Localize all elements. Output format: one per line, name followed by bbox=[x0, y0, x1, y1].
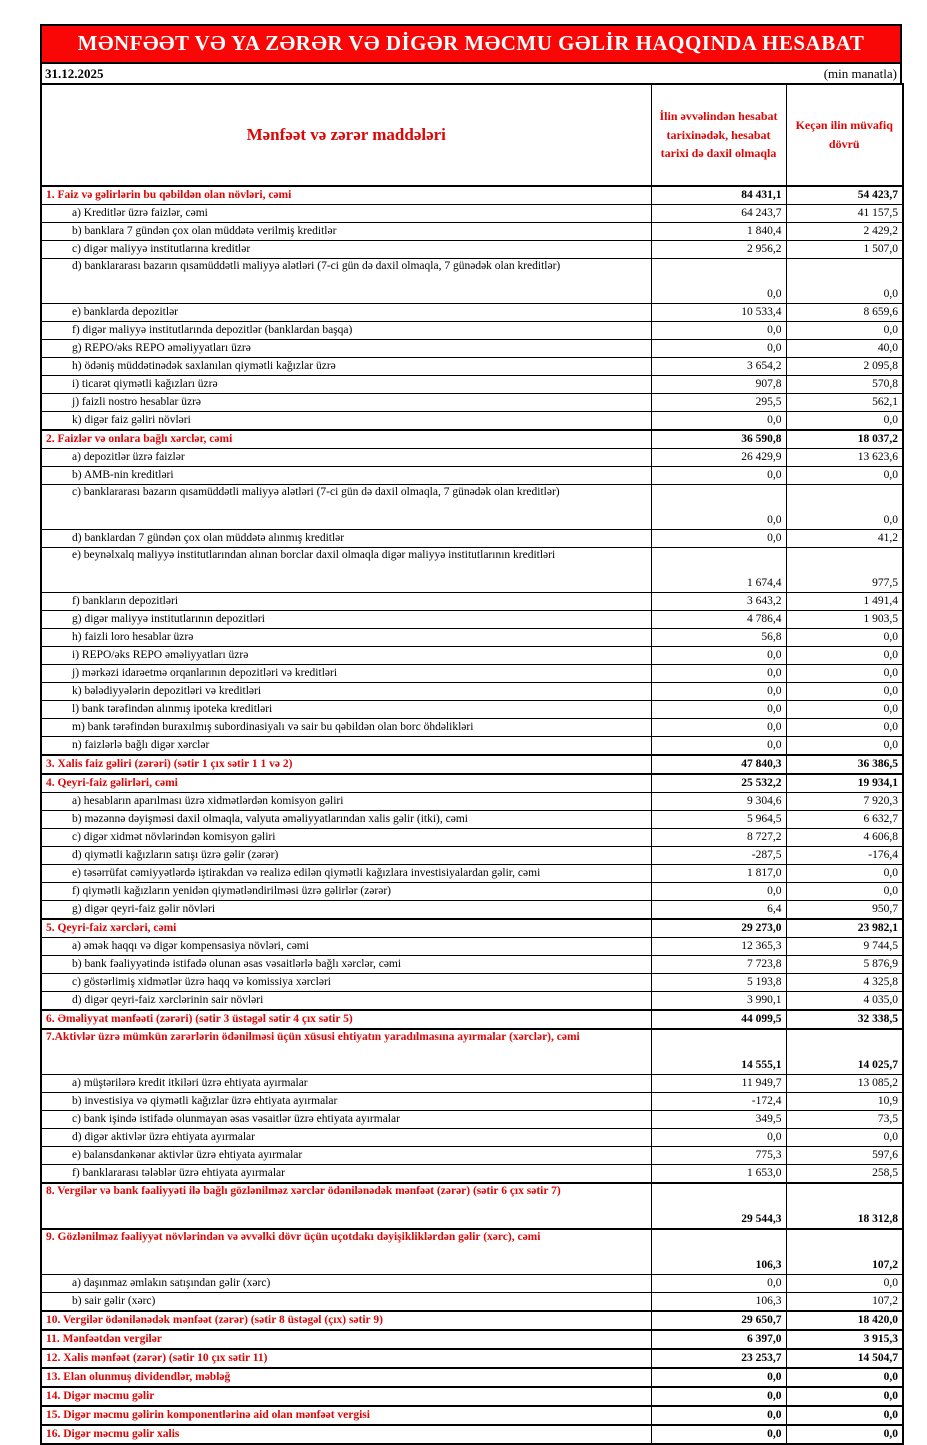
table-row bbox=[41, 665, 903, 683]
value-previous-period: 9 744,5 bbox=[786, 938, 903, 956]
row-label: i) REPO/əks REPO əməliyyatları üzrə bbox=[41, 647, 651, 665]
row-label: f) digər maliyyə institutlarında depozitlər (banklardan başqa) bbox=[41, 322, 651, 340]
table-row bbox=[41, 259, 903, 304]
value-current-period: 0,0 bbox=[651, 1275, 786, 1293]
row-label: g) digər qeyri-faiz gəlir növləri bbox=[41, 901, 651, 920]
value-current-period: 0,0 bbox=[651, 683, 786, 701]
value-previous-period: 2 429,2 bbox=[786, 223, 903, 241]
value-previous-period: 570,8 bbox=[786, 376, 903, 394]
report-title: MƏNFƏƏT VƏ YA ZƏRƏR VƏ DİGƏR MƏCMU GƏLİR HAQQINDA HESABAT bbox=[77, 31, 865, 55]
report-table-body bbox=[41, 186, 903, 1444]
value-previous-period: 14 504,7 bbox=[786, 1349, 903, 1368]
column-header-previous-period: Keçən ilin müvafiq dövrü bbox=[786, 84, 903, 186]
value-current-period: 0,0 bbox=[651, 1368, 786, 1387]
table-row bbox=[41, 1406, 903, 1425]
table-row bbox=[41, 1387, 903, 1406]
report-page bbox=[40, 24, 902, 1445]
value-current-period: 106,3 bbox=[651, 1229, 786, 1275]
row-label: j) mərkəzi idarəetmə orqanlarının depozitləri və kreditləri bbox=[41, 665, 651, 683]
table-row bbox=[41, 956, 903, 974]
row-label: 14. Digər məcmu gəlir bbox=[41, 1387, 651, 1406]
value-previous-period: 2 095,8 bbox=[786, 358, 903, 376]
row-label: d) digər aktivlər üzrə ehtiyata ayırmalar bbox=[41, 1129, 651, 1147]
value-current-period: 26 429,9 bbox=[651, 449, 786, 467]
table-row bbox=[41, 223, 903, 241]
value-current-period: 3 990,1 bbox=[651, 992, 786, 1011]
row-label: e) banklarda depozitlər bbox=[41, 304, 651, 322]
value-previous-period: 0,0 bbox=[786, 412, 903, 431]
table-row bbox=[41, 322, 903, 340]
value-previous-period: 7 920,3 bbox=[786, 793, 903, 811]
value-previous-period: 4 035,0 bbox=[786, 992, 903, 1011]
value-previous-period: 14 025,7 bbox=[786, 1029, 903, 1075]
value-current-period: 0,0 bbox=[651, 340, 786, 358]
table-row bbox=[41, 1010, 903, 1029]
row-label: c) digər maliyyə institutlarına kreditlər bbox=[41, 241, 651, 259]
value-current-period: 84 431,1 bbox=[651, 186, 786, 205]
row-label: f) banklararası tələblər üzrə ehtiyata ayırmalar bbox=[41, 1165, 651, 1184]
value-current-period: 10 533,4 bbox=[651, 304, 786, 322]
table-row bbox=[41, 1311, 903, 1330]
table-row bbox=[41, 737, 903, 756]
value-previous-period: -176,4 bbox=[786, 847, 903, 865]
value-previous-period: 0,0 bbox=[786, 665, 903, 683]
value-current-period: -287,5 bbox=[651, 847, 786, 865]
row-label: 2. Faizlər və onlara bağlı xərclər, cəmi bbox=[41, 430, 651, 449]
column-header-current-period: İlin əvvəlindən hesabat tarixinədək, hesabat tarixi də daxil olmaqla bbox=[651, 84, 786, 186]
value-previous-period: 0,0 bbox=[786, 1425, 903, 1444]
value-previous-period: 41 157,5 bbox=[786, 205, 903, 223]
value-previous-period: 0,0 bbox=[786, 467, 903, 485]
row-label: 5. Qeyri-faiz xərcləri, cəmi bbox=[41, 919, 651, 938]
table-row bbox=[41, 829, 903, 847]
row-label: c) digər xidmət növlərindən komisyon gəliri bbox=[41, 829, 651, 847]
value-current-period: 907,8 bbox=[651, 376, 786, 394]
row-label: 6. Əməliyyat mənfəəti (zərəri) (sətir 3 üstəgəl sətir 4 çıx sətir 5) bbox=[41, 1010, 651, 1029]
unit-note: (min manatla) bbox=[823, 66, 897, 81]
value-current-period: 5 193,8 bbox=[651, 974, 786, 992]
row-label: 15. Digər məcmu gəlirin komponentlərinə aid olan mənfəət vergisi bbox=[41, 1406, 651, 1425]
value-current-period: 295,5 bbox=[651, 394, 786, 412]
table-row bbox=[41, 467, 903, 485]
value-current-period: 9 304,6 bbox=[651, 793, 786, 811]
value-previous-period: 41,2 bbox=[786, 530, 903, 548]
table-row bbox=[41, 919, 903, 938]
row-label: b) sair gəlir (xərc) bbox=[41, 1293, 651, 1312]
value-current-period: 6,4 bbox=[651, 901, 786, 920]
value-previous-period: 19 934,1 bbox=[786, 774, 903, 793]
table-row bbox=[41, 1147, 903, 1165]
meta-row bbox=[40, 64, 902, 83]
profit-loss-table bbox=[40, 83, 904, 1445]
table-row bbox=[41, 755, 903, 774]
table-row bbox=[41, 901, 903, 920]
report-date: 31.12.2025 bbox=[45, 66, 104, 81]
value-current-period: 775,3 bbox=[651, 1147, 786, 1165]
value-current-period: 3 654,2 bbox=[651, 358, 786, 376]
row-label: h) faizli loro hesablar üzrə bbox=[41, 629, 651, 647]
row-label: g) digər maliyyə institutlarının depozitləri bbox=[41, 611, 651, 629]
value-previous-period: 0,0 bbox=[786, 883, 903, 901]
row-label: a) Kreditlər üzrə faizlər, cəmi bbox=[41, 205, 651, 223]
value-previous-period: 0,0 bbox=[786, 1387, 903, 1406]
table-row bbox=[41, 449, 903, 467]
table-row bbox=[41, 412, 903, 431]
value-current-period: 0,0 bbox=[651, 1387, 786, 1406]
value-current-period: 0,0 bbox=[651, 719, 786, 737]
table-row bbox=[41, 358, 903, 376]
row-label: e) balansdankənar aktivlər üzrə ehtiyata ayırmalar bbox=[41, 1147, 651, 1165]
row-label: h) ödəniş müddətinədək saxlanılan qiymətli kağızlar üzrə bbox=[41, 358, 651, 376]
value-current-period: 29 650,7 bbox=[651, 1311, 786, 1330]
value-current-period: 29 544,3 bbox=[651, 1183, 786, 1229]
value-current-period: 0,0 bbox=[651, 530, 786, 548]
value-previous-period: 950,7 bbox=[786, 901, 903, 920]
value-previous-period: 0,0 bbox=[786, 737, 903, 756]
row-label: d) banklararası bazarın qısamüddətli maliyyə alətləri (7-ci gün də daxil olmaqla, 7 günədək olan kreditlər) bbox=[41, 259, 651, 304]
value-previous-period: 18 312,8 bbox=[786, 1183, 903, 1229]
value-previous-period: 10,9 bbox=[786, 1093, 903, 1111]
value-current-period: 14 555,1 bbox=[651, 1029, 786, 1075]
value-current-period: 0,0 bbox=[651, 322, 786, 340]
table-row bbox=[41, 774, 903, 793]
table-row bbox=[41, 1111, 903, 1129]
value-previous-period: 0,0 bbox=[786, 322, 903, 340]
row-label: d) qiymətli kağızların satışı üzrə gəlir (zərər) bbox=[41, 847, 651, 865]
value-current-period: 106,3 bbox=[651, 1293, 786, 1312]
value-current-period: 3 643,2 bbox=[651, 593, 786, 611]
value-previous-period: 0,0 bbox=[786, 629, 903, 647]
row-label: 7.Aktivlər üzrə mümkün zərərlərin ödənilməsi üçün xüsusi ehtiyatın yaradılmasına ayırmalar (xərclər), cəmi bbox=[41, 1029, 651, 1075]
row-label: a) hesabların aparılması üzrə xidmətlərdən komisyon gəliri bbox=[41, 793, 651, 811]
row-label: c) bank işində istifadə olunmayan əsas vəsaitlər üzrə ehtiyata ayırmalar bbox=[41, 1111, 651, 1129]
table-row bbox=[41, 241, 903, 259]
table-row bbox=[41, 1330, 903, 1349]
value-current-period: 0,0 bbox=[651, 467, 786, 485]
table-row bbox=[41, 647, 903, 665]
row-label: e) beynəlxalq maliyyə institutlarından alınan borclar daxil olmaqla digər maliyyə institutlarının kreditləri bbox=[41, 548, 651, 593]
value-previous-period: 107,2 bbox=[786, 1229, 903, 1275]
row-label: 10. Vergilər ödənilənədək mənfəət (zərər) (sətir 8 üstəgəl (çıx) sətir 9) bbox=[41, 1311, 651, 1330]
table-row bbox=[41, 394, 903, 412]
row-label: b) məzənnə dəyişməsi daxil olmaqla, valyuta əməliyyatlarından xalis gəlir (itki), cəmi bbox=[41, 811, 651, 829]
value-previous-period: 1 507,0 bbox=[786, 241, 903, 259]
table-row bbox=[41, 683, 903, 701]
table-row bbox=[41, 611, 903, 629]
row-label: d) digər qeyri-faiz xərclərinin sair növləri bbox=[41, 992, 651, 1011]
value-current-period: 1 653,0 bbox=[651, 1165, 786, 1184]
value-previous-period: 1 491,4 bbox=[786, 593, 903, 611]
table-row bbox=[41, 1075, 903, 1093]
report-title-banner bbox=[40, 24, 902, 64]
table-row bbox=[41, 1165, 903, 1184]
value-current-period: 0,0 bbox=[651, 1425, 786, 1444]
value-previous-period: 597,6 bbox=[786, 1147, 903, 1165]
value-previous-period: 13 085,2 bbox=[786, 1075, 903, 1093]
table-row bbox=[41, 1425, 903, 1444]
table-row bbox=[41, 992, 903, 1011]
value-previous-period: 0,0 bbox=[786, 683, 903, 701]
value-current-period: -172,4 bbox=[651, 1093, 786, 1111]
table-row bbox=[41, 719, 903, 737]
table-row bbox=[41, 865, 903, 883]
value-previous-period: 18 037,2 bbox=[786, 430, 903, 449]
value-current-period: 349,5 bbox=[651, 1111, 786, 1129]
row-label: d) banklardan 7 gündən çox olan müddətə alınmış kreditlər bbox=[41, 530, 651, 548]
table-row bbox=[41, 811, 903, 829]
table-row bbox=[41, 186, 903, 205]
value-current-period: 36 590,8 bbox=[651, 430, 786, 449]
value-current-period: 25 532,2 bbox=[651, 774, 786, 793]
value-previous-period: 0,0 bbox=[786, 485, 903, 530]
row-label: 16. Digər məcmu gəlir xalis bbox=[41, 1425, 651, 1444]
value-previous-period: 0,0 bbox=[786, 259, 903, 304]
value-current-period: 5 964,5 bbox=[651, 811, 786, 829]
table-row bbox=[41, 530, 903, 548]
row-label: f) qiymətli kağızların yenidən qiymətləndirilməsi üzrə gəlirlər (zərər) bbox=[41, 883, 651, 901]
value-previous-period: 0,0 bbox=[786, 1275, 903, 1293]
value-previous-period: 73,5 bbox=[786, 1111, 903, 1129]
row-label: m) bank tərəfindən buraxılmış subordinasiyalı və sair bu qəbildən olan borc öhdəlikləri bbox=[41, 719, 651, 737]
table-row bbox=[41, 376, 903, 394]
row-label: l) bank tərəfindən alınmış ipoteka kreditləri bbox=[41, 701, 651, 719]
value-current-period: 0,0 bbox=[651, 665, 786, 683]
value-previous-period: 36 386,5 bbox=[786, 755, 903, 774]
row-label: a) daşınmaz əmlakın satışından gəlir (xərc) bbox=[41, 1275, 651, 1293]
table-row bbox=[41, 1368, 903, 1387]
row-label: a) depozitlər üzrə faizlər bbox=[41, 449, 651, 467]
row-label: b) investisiya və qiymətli kağızlar üzrə ehtiyata ayırmalar bbox=[41, 1093, 651, 1111]
row-label: 13. Elan olunmuş dividendlər, məbləğ bbox=[41, 1368, 651, 1387]
value-current-period: 56,8 bbox=[651, 629, 786, 647]
value-previous-period: 18 420,0 bbox=[786, 1311, 903, 1330]
value-current-period: 0,0 bbox=[651, 647, 786, 665]
value-current-period: 0,0 bbox=[651, 1406, 786, 1425]
row-label: b) AMB-nin kreditləri bbox=[41, 467, 651, 485]
value-previous-period: 54 423,7 bbox=[786, 186, 903, 205]
value-current-period: 6 397,0 bbox=[651, 1330, 786, 1349]
table-row bbox=[41, 485, 903, 530]
row-label: k) bələdiyyələrin depozitləri və kreditləri bbox=[41, 683, 651, 701]
table-row bbox=[41, 1275, 903, 1293]
value-current-period: 0,0 bbox=[651, 485, 786, 530]
row-label: 9. Gözlənilməz fəaliyyət növlərindən və əvvəlki dövr üçün uçotdakı dəyişikliklərdən gəlir (xərc), cəmi bbox=[41, 1229, 651, 1275]
value-previous-period: 0,0 bbox=[786, 701, 903, 719]
row-label: g) REPO/əks REPO əməliyyatları üzrə bbox=[41, 340, 651, 358]
value-previous-period: 0,0 bbox=[786, 1406, 903, 1425]
value-current-period: 1 840,4 bbox=[651, 223, 786, 241]
table-row bbox=[41, 1093, 903, 1111]
table-header bbox=[41, 84, 903, 186]
value-current-period: 7 723,8 bbox=[651, 956, 786, 974]
table-row bbox=[41, 1349, 903, 1368]
table-row bbox=[41, 883, 903, 901]
value-previous-period: 3 915,3 bbox=[786, 1330, 903, 1349]
row-label: 11. Mənfəətdən vergilər bbox=[41, 1330, 651, 1349]
value-current-period: 0,0 bbox=[651, 259, 786, 304]
table-row bbox=[41, 1293, 903, 1312]
value-previous-period: 8 659,6 bbox=[786, 304, 903, 322]
value-previous-period: 32 338,5 bbox=[786, 1010, 903, 1029]
table-row bbox=[41, 1229, 903, 1275]
row-label: f) bankların depozitləri bbox=[41, 593, 651, 611]
value-current-period: 12 365,3 bbox=[651, 938, 786, 956]
header-row bbox=[41, 84, 903, 186]
value-current-period: 11 949,7 bbox=[651, 1075, 786, 1093]
row-label: n) faizlərlə bağlı digər xərclər bbox=[41, 737, 651, 756]
value-previous-period: 23 982,1 bbox=[786, 919, 903, 938]
row-label: 8. Vergilər və bank fəaliyyəti ilə bağlı gözlənilməz xərclər ödənilənədək mənfəət (zərər) (sətir 6 çıx sətir 7) bbox=[41, 1183, 651, 1229]
table-row bbox=[41, 701, 903, 719]
value-previous-period: 0,0 bbox=[786, 647, 903, 665]
value-previous-period: 977,5 bbox=[786, 548, 903, 593]
value-previous-period: 0,0 bbox=[786, 1129, 903, 1147]
table-row bbox=[41, 793, 903, 811]
value-current-period: 0,0 bbox=[651, 883, 786, 901]
value-current-period: 0,0 bbox=[651, 1129, 786, 1147]
table-row bbox=[41, 1129, 903, 1147]
value-previous-period: 258,5 bbox=[786, 1165, 903, 1184]
value-previous-period: 107,2 bbox=[786, 1293, 903, 1312]
row-label: a) müştərilərə kredit itkiləri üzrə ehtiyata ayırmalar bbox=[41, 1075, 651, 1093]
value-current-period: 44 099,5 bbox=[651, 1010, 786, 1029]
row-label: b) bank fəaliyyətində istifadə olunan əsas vəsaitlərlə bağlı xərclər, cəmi bbox=[41, 956, 651, 974]
value-previous-period: 1 903,5 bbox=[786, 611, 903, 629]
table-row bbox=[41, 938, 903, 956]
value-previous-period: 6 632,7 bbox=[786, 811, 903, 829]
row-label: 12. Xalis mənfəət (zərər) (sətir 10 çıx sətir 11) bbox=[41, 1349, 651, 1368]
row-label: k) digər faiz gəliri növləri bbox=[41, 412, 651, 431]
row-label: 1. Faiz və gəlirlərin bu qəbildən olan növləri, cəmi bbox=[41, 186, 651, 205]
value-current-period: 2 956,2 bbox=[651, 241, 786, 259]
value-previous-period: 5 876,9 bbox=[786, 956, 903, 974]
row-label: j) faizli nostro hesablar üzrə bbox=[41, 394, 651, 412]
row-label: e) təsərrüfat cəmiyyətlərdə iştirakdan və realizə edilən qiymətli kağızlara investisiyalardan gəlir, cəmi bbox=[41, 865, 651, 883]
value-previous-period: 0,0 bbox=[786, 865, 903, 883]
value-current-period: 0,0 bbox=[651, 737, 786, 756]
table-row bbox=[41, 629, 903, 647]
row-label: 4. Qeyri-faiz gəlirləri, cəmi bbox=[41, 774, 651, 793]
value-current-period: 8 727,2 bbox=[651, 829, 786, 847]
value-current-period: 64 243,7 bbox=[651, 205, 786, 223]
table-row bbox=[41, 430, 903, 449]
row-label: b) banklara 7 gündən çox olan müddətə verilmiş kreditlər bbox=[41, 223, 651, 241]
row-label: c) banklararası bazarın qısamüddətli maliyyə alətləri (7-ci gün də daxil olmaqla, 7 günədək olan kreditlər) bbox=[41, 485, 651, 530]
table-row bbox=[41, 340, 903, 358]
value-previous-period: 4 325,8 bbox=[786, 974, 903, 992]
table-row bbox=[41, 847, 903, 865]
table-row bbox=[41, 304, 903, 322]
row-label: c) göstərlimiş xidmətlər üzrə haqq və komissiya xərcləri bbox=[41, 974, 651, 992]
value-current-period: 0,0 bbox=[651, 701, 786, 719]
value-current-period: 0,0 bbox=[651, 412, 786, 431]
value-previous-period: 562,1 bbox=[786, 394, 903, 412]
table-row bbox=[41, 974, 903, 992]
row-label: a) əmək haqqı və digər kompensasiya növləri, cəmi bbox=[41, 938, 651, 956]
table-row bbox=[41, 205, 903, 223]
value-current-period: 1 674,4 bbox=[651, 548, 786, 593]
value-current-period: 23 253,7 bbox=[651, 1349, 786, 1368]
column-header-items: Mənfəət və zərər maddələri bbox=[41, 84, 651, 186]
value-current-period: 29 273,0 bbox=[651, 919, 786, 938]
table-row bbox=[41, 1183, 903, 1229]
value-previous-period: 4 606,8 bbox=[786, 829, 903, 847]
row-label: i) ticarət qiymətli kağızları üzrə bbox=[41, 376, 651, 394]
value-previous-period: 0,0 bbox=[786, 1368, 903, 1387]
value-previous-period: 40,0 bbox=[786, 340, 903, 358]
value-previous-period: 13 623,6 bbox=[786, 449, 903, 467]
value-previous-period: 0,0 bbox=[786, 719, 903, 737]
table-row bbox=[41, 548, 903, 593]
table-row bbox=[41, 1029, 903, 1075]
value-current-period: 47 840,3 bbox=[651, 755, 786, 774]
row-label: 3. Xalis faiz gəliri (zərəri) (sətir 1 çıx sətir 1 1 və 2) bbox=[41, 755, 651, 774]
table-row bbox=[41, 593, 903, 611]
value-current-period: 1 817,0 bbox=[651, 865, 786, 883]
value-current-period: 4 786,4 bbox=[651, 611, 786, 629]
